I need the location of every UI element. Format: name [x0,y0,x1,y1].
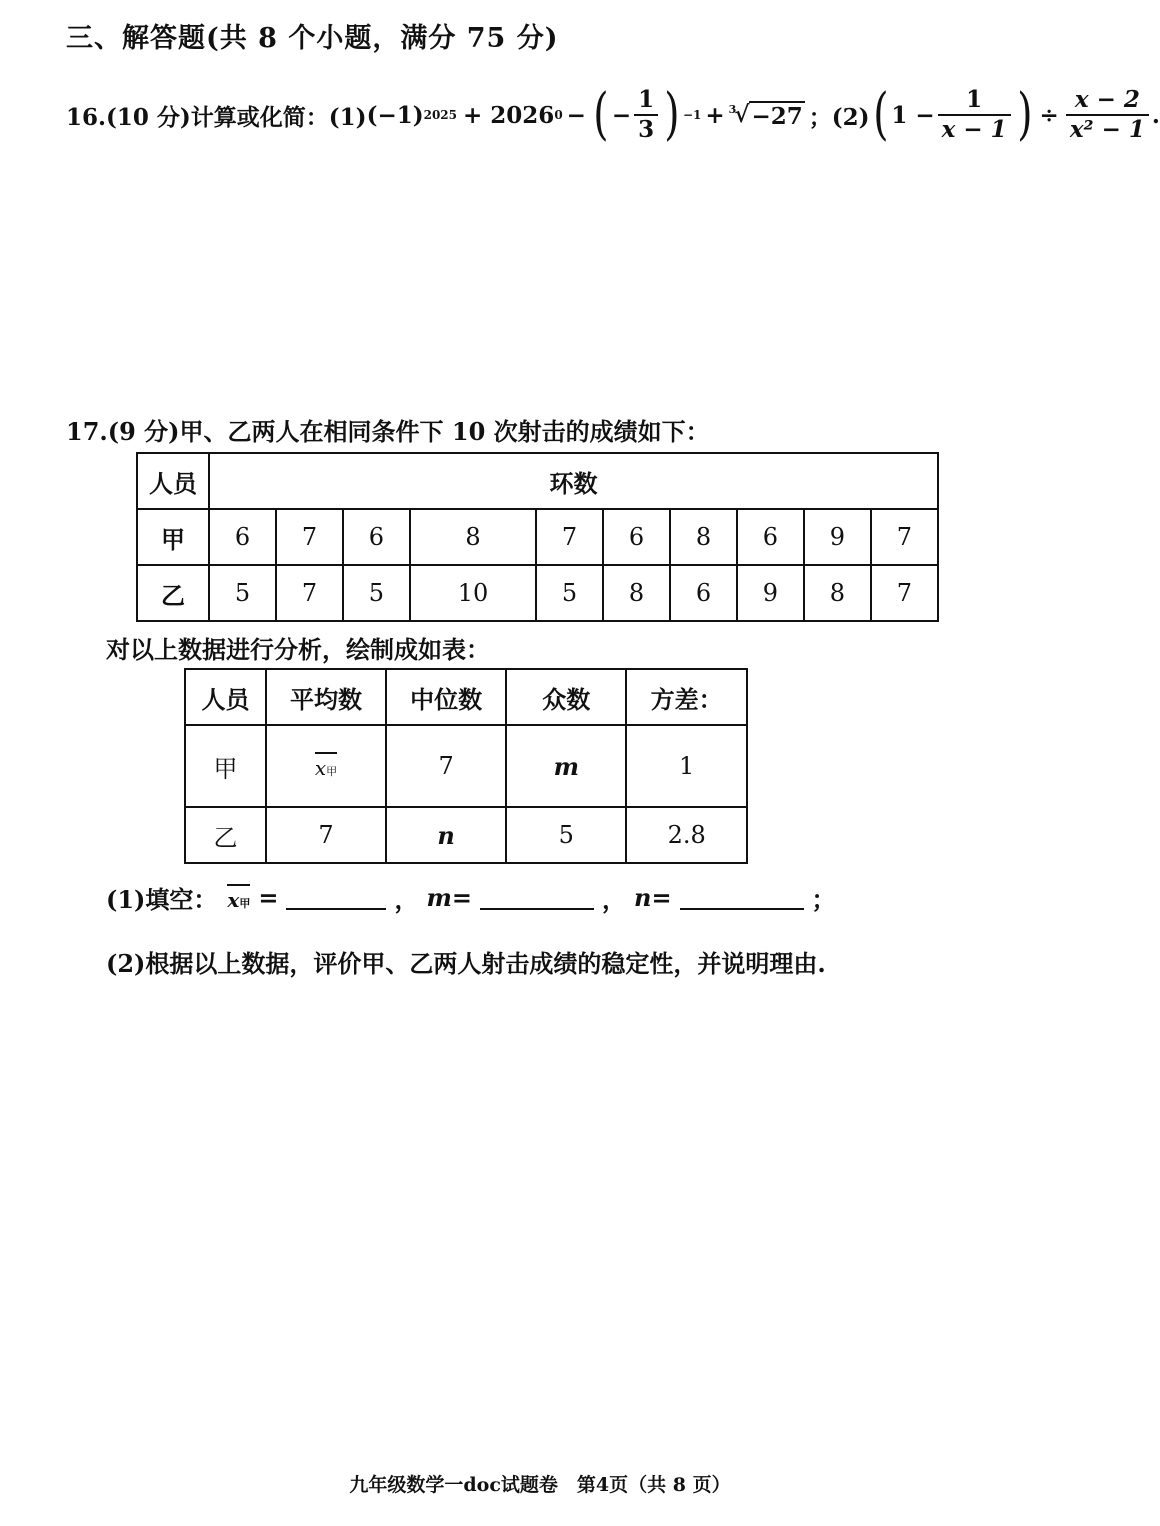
answer-blank-n[interactable] [680,886,804,910]
var-n: n [633,883,652,912]
score-cell: 5 [536,565,603,621]
page-footer: 九年级数学一doc试题卷 第4页（共 8 页） [349,1474,731,1496]
score-cell: 6 [737,509,804,565]
eq-sign: = [258,883,279,912]
right-paren: ) [664,82,680,147]
sep1: ， [394,885,419,914]
q16-exp1: 2025 [423,108,458,122]
radical-sign: √ [734,100,750,128]
answer-blank-m[interactable] [480,886,594,910]
frac1-numerator: 1 [638,85,655,113]
frac3-denominator: x² − 1 [1066,114,1149,142]
col-header: 中位数 [386,669,506,725]
variance-cell: 2.8 [626,807,747,863]
header-person: 人员 [137,453,209,509]
fraction-x-2-over-x2-1 [1066,85,1149,143]
mean-cell: 7 [266,807,386,863]
col-header: 方差： [626,669,747,725]
score-cell: 6 [343,509,410,565]
q16-frac1-sign: − [611,101,632,129]
q16-minus: − [566,101,586,129]
q16-prefix: 16.(10 分)计算或化简：(1) [66,103,367,131]
mode-cell: 5 [506,807,626,863]
question-16 [66,70,1160,160]
frac3-numerator: x − 2 [1074,85,1140,113]
cbrt-radicand: −27 [751,102,803,130]
q16-base: (−1) [366,101,424,129]
score-cell: 6 [209,509,276,565]
xbar-letter: x [314,755,327,780]
question-17-title: 17.(9 分)甲、乙两人在相同条件下 10 次射击的成绩如下： [66,417,710,446]
table-row [185,725,747,807]
frac2-denominator: x − 1 [938,114,1011,142]
header-rings: 环数 [209,453,938,509]
table-row [137,509,938,565]
score-cell: 6 [670,565,737,621]
q16-plus: + [705,101,725,129]
score-cell: 7 [536,509,603,565]
score-cell: 7 [871,565,938,621]
fill-label: (1)填空： [106,885,218,914]
score-cell: 9 [804,509,871,565]
section-heading: 三、解答题(共 8 个小题，满分 75 分) [66,23,559,54]
fill-xbar [227,884,250,912]
row-name: 乙 [185,807,266,863]
left-paren: ( [593,82,609,147]
median-cell: 7 [386,725,506,807]
answer-blank-mean[interactable] [286,886,386,910]
fill-end: ； [811,885,836,914]
cbrt-index: 3 [728,102,737,116]
col-header: 众数 [506,669,626,725]
q16-sep: ；(2) [808,103,870,131]
left-paren-2: ( [872,82,889,147]
table-row [137,565,938,621]
cube-root [729,101,805,130]
col-header: 人员 [185,669,266,725]
score-cell: 9 [737,565,804,621]
q16-one-minus: 1 − [891,101,935,129]
score-cell: 8 [603,565,670,621]
row-name: 甲 [185,725,266,807]
q16-exp3: −1 [682,108,702,122]
score-cell: 7 [871,509,938,565]
row-name: 乙 [137,565,209,621]
frac1-denominator: 3 [634,114,658,142]
fill-in-line [106,880,836,915]
variance-cell: 1 [626,725,747,807]
score-cell: 6 [603,509,670,565]
xbar-symbol [315,752,337,780]
eq-sign-m: = [451,883,472,912]
fill-xbar-sub: 甲 [239,896,251,910]
score-cell: 7 [276,509,343,565]
score-cell: 8 [670,509,737,565]
fill-xbar-letter: x [227,887,240,912]
question-17-part2: (2)根据以上数据，评价甲、乙两人射击成绩的稳定性，并说明理由. [106,949,826,978]
row-name: 甲 [137,509,209,565]
q16-div: ÷ [1039,101,1059,129]
score-cell: 5 [209,565,276,621]
var-m: m [426,883,452,912]
eq-sign-n: = [651,883,672,912]
q16-exp2: 0 [554,108,563,122]
analysis-table [184,668,748,864]
table-row [137,453,938,509]
score-cell: 8 [410,509,536,565]
xbar-subscript: 甲 [326,764,338,778]
q16-end: . [1151,101,1160,129]
score-cell: 10 [410,565,536,621]
scores-table [136,452,939,622]
table-row [185,669,747,725]
median-cell: n [386,807,506,863]
mean-cell [266,725,386,807]
mode-cell: m [506,725,626,807]
sep2: ， [601,885,626,914]
score-cell: 8 [804,565,871,621]
score-cell: 5 [343,565,410,621]
analysis-intro: 对以上数据进行分析，绘制成如表： [106,635,490,664]
col-header: 平均数 [266,669,386,725]
right-paren-2: ) [1016,82,1033,147]
score-cell: 7 [276,565,343,621]
table-row [185,807,747,863]
fraction-one-third [634,85,658,143]
fraction-1-over-x-1 [938,85,1011,143]
q16-term2: + 2026 [463,101,555,129]
frac2-numerator: 1 [966,85,983,113]
